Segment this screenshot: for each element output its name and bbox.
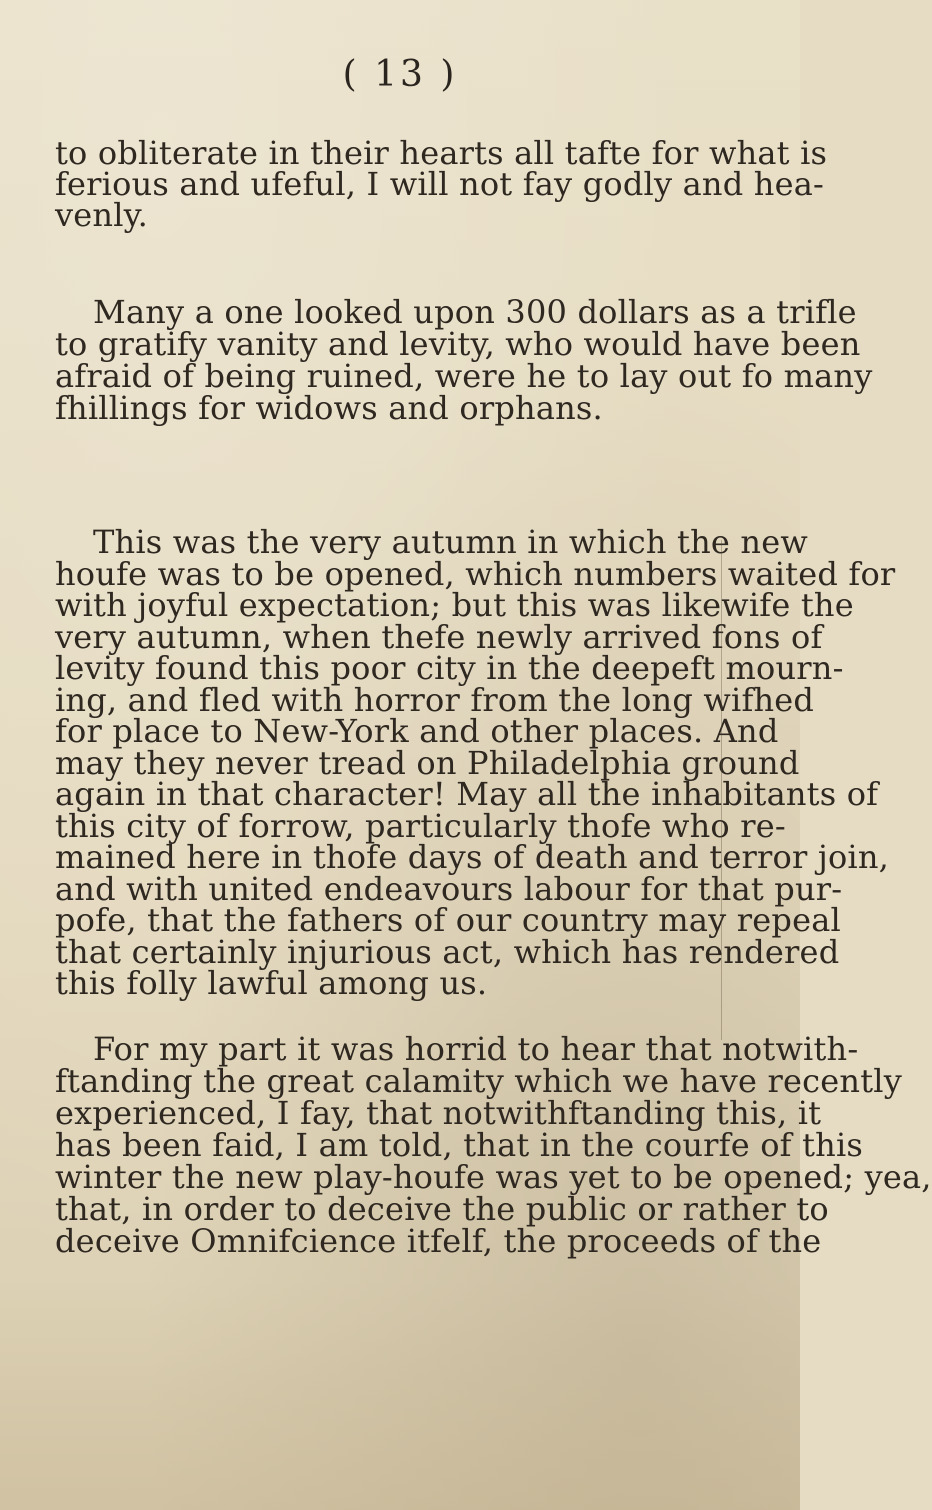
- paragraph-2: [55, 293, 873, 427]
- text-line: may they never tread on Philadelphia ground: [55, 743, 800, 782]
- text-line: houfe was to be opened, which numbers waited for: [55, 554, 896, 593]
- text-line: this folly lawful among us.: [55, 964, 488, 1002]
- text-line: for place to New-York and other places. And: [55, 712, 779, 750]
- text-line: Many a one looked upon 300 dollars as a trifle: [93, 293, 857, 331]
- text-line: this city of forrow, particularly thofe who re-: [55, 806, 786, 845]
- text-line: experienced, I fay, that notwithftanding this, it: [55, 1094, 822, 1132]
- text-line: ferious and ufeful, I will not fay godly and hea-: [55, 165, 825, 203]
- paragraph-4: [55, 1030, 932, 1260]
- text-line: fhillings for widows and orphans.: [55, 389, 603, 427]
- paragraph-1: [55, 134, 828, 234]
- text-line: with joyful expectation; but this was likewife the: [55, 586, 854, 624]
- page-edge-shadow: [721, 540, 722, 1040]
- text-line: has been faid, I am told, that in the courfe of this: [55, 1126, 864, 1164]
- text-line: again in that character! May all the inhabitants of: [55, 775, 879, 813]
- text-line: pofe, that the fathers of our country may repeal: [55, 901, 841, 939]
- text-line: afraid of being ruined, were he to lay out fo many: [55, 357, 873, 395]
- text-line: mained here in thofe days of death and terror join,: [55, 838, 890, 876]
- text-line: ftanding the great calamity which we have recently: [55, 1062, 902, 1100]
- text-line: ing, and fled with horror from the long wifhed: [55, 680, 815, 719]
- text-line: deceive Omnifcience itfelf, the proceeds of the: [55, 1222, 822, 1260]
- text-line: This was the very autumn in which the new: [93, 523, 808, 561]
- paragraph-3: [55, 523, 896, 1002]
- text-line: to gratify vanity and levity, who would have been: [55, 325, 861, 363]
- text-line: venly.: [55, 196, 149, 234]
- text-line: to obliterate in their hearts all tafte for what is: [55, 134, 828, 172]
- text-line: levity found this poor city in the deepeft mourn-: [55, 649, 844, 687]
- page-number: ( 13 ): [342, 54, 458, 95]
- text-line: winter the new play-houfe was yet to be opened; yea,: [55, 1158, 932, 1196]
- text-line: very autumn, when thefe newly arrived fons of: [55, 617, 823, 656]
- text-line: that certainly injurious act, which has rendered: [55, 932, 840, 971]
- text-line: and with united endeavours labour for that pur-: [55, 869, 843, 908]
- text-line: that, in order to deceive the public or rather to: [55, 1190, 829, 1228]
- page-bottom-shading: [0, 1280, 800, 1510]
- text-line: For my part it was horrid to hear that notwith-: [93, 1030, 859, 1068]
